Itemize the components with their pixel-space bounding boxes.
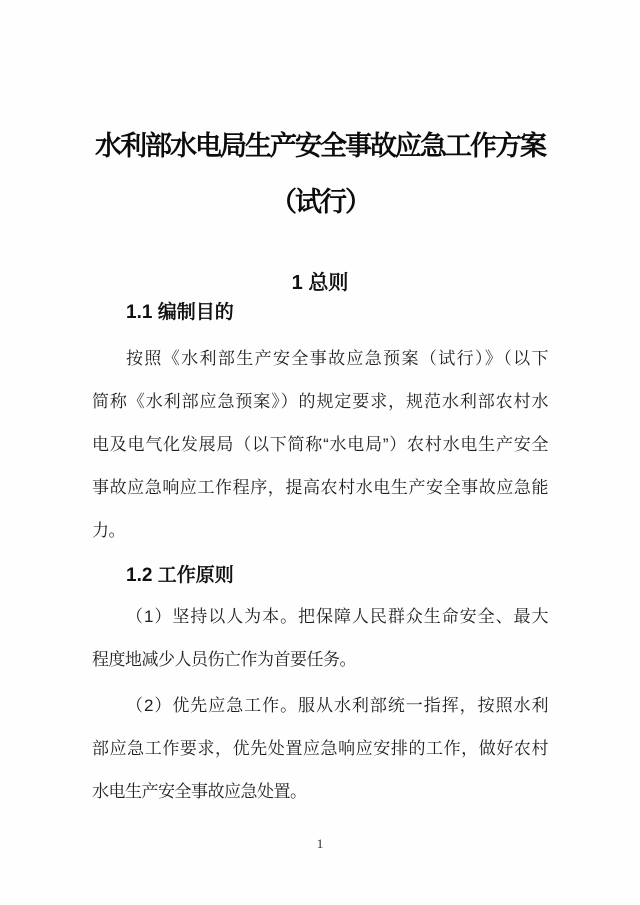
document-title: 水利部水电局生产安全事故应急工作方案 [95, 131, 545, 161]
paragraph-line: 力。 [92, 521, 125, 540]
document-content [0, 118, 640, 852]
paragraph-line: 程度地减少人员伤亡作为首要任务。 [92, 650, 356, 669]
paragraph-1-2-item-1 [92, 595, 548, 681]
paragraph-line: 部应急工作要求，优先处置应急响应安排的工作，做好农村 [92, 739, 548, 758]
paragraph-1-2-item-2 [92, 684, 548, 813]
paragraph-line: （2）优先应急工作。服从水利部统一指挥，按照水利 [126, 696, 548, 715]
subsection-1-2-heading: 1.2 工作原则 [126, 565, 234, 586]
page-number: 1 [316, 836, 324, 851]
subsection-1-1-heading: 1.1 编制目的 [126, 302, 234, 323]
document-title-block [92, 118, 548, 230]
paragraph-line: 按照《水利部生产安全事故应急预案（试行）》（以下 [126, 349, 548, 368]
paragraph-1-1 [92, 337, 548, 552]
paragraph-line: 水电生产安全事故应急处置。 [92, 782, 307, 801]
paragraph-line: （1）坚持以人为本。把保障人民群众生命安全、最大 [126, 607, 548, 626]
section-1-heading: 1 总则 [291, 272, 349, 294]
paragraph-line: 简称《水利部应急预案》）的规定要求，规范水利部农村水 [92, 392, 548, 411]
paragraph-line: 事故应急响应工作程序，提高农村水电生产安全事故应急能 [92, 478, 548, 497]
paragraph-line: 电及电气化发展局（以下简称“水电局”）农村水电生产安全 [92, 435, 548, 454]
document-subtitle: （试行） [270, 187, 370, 217]
